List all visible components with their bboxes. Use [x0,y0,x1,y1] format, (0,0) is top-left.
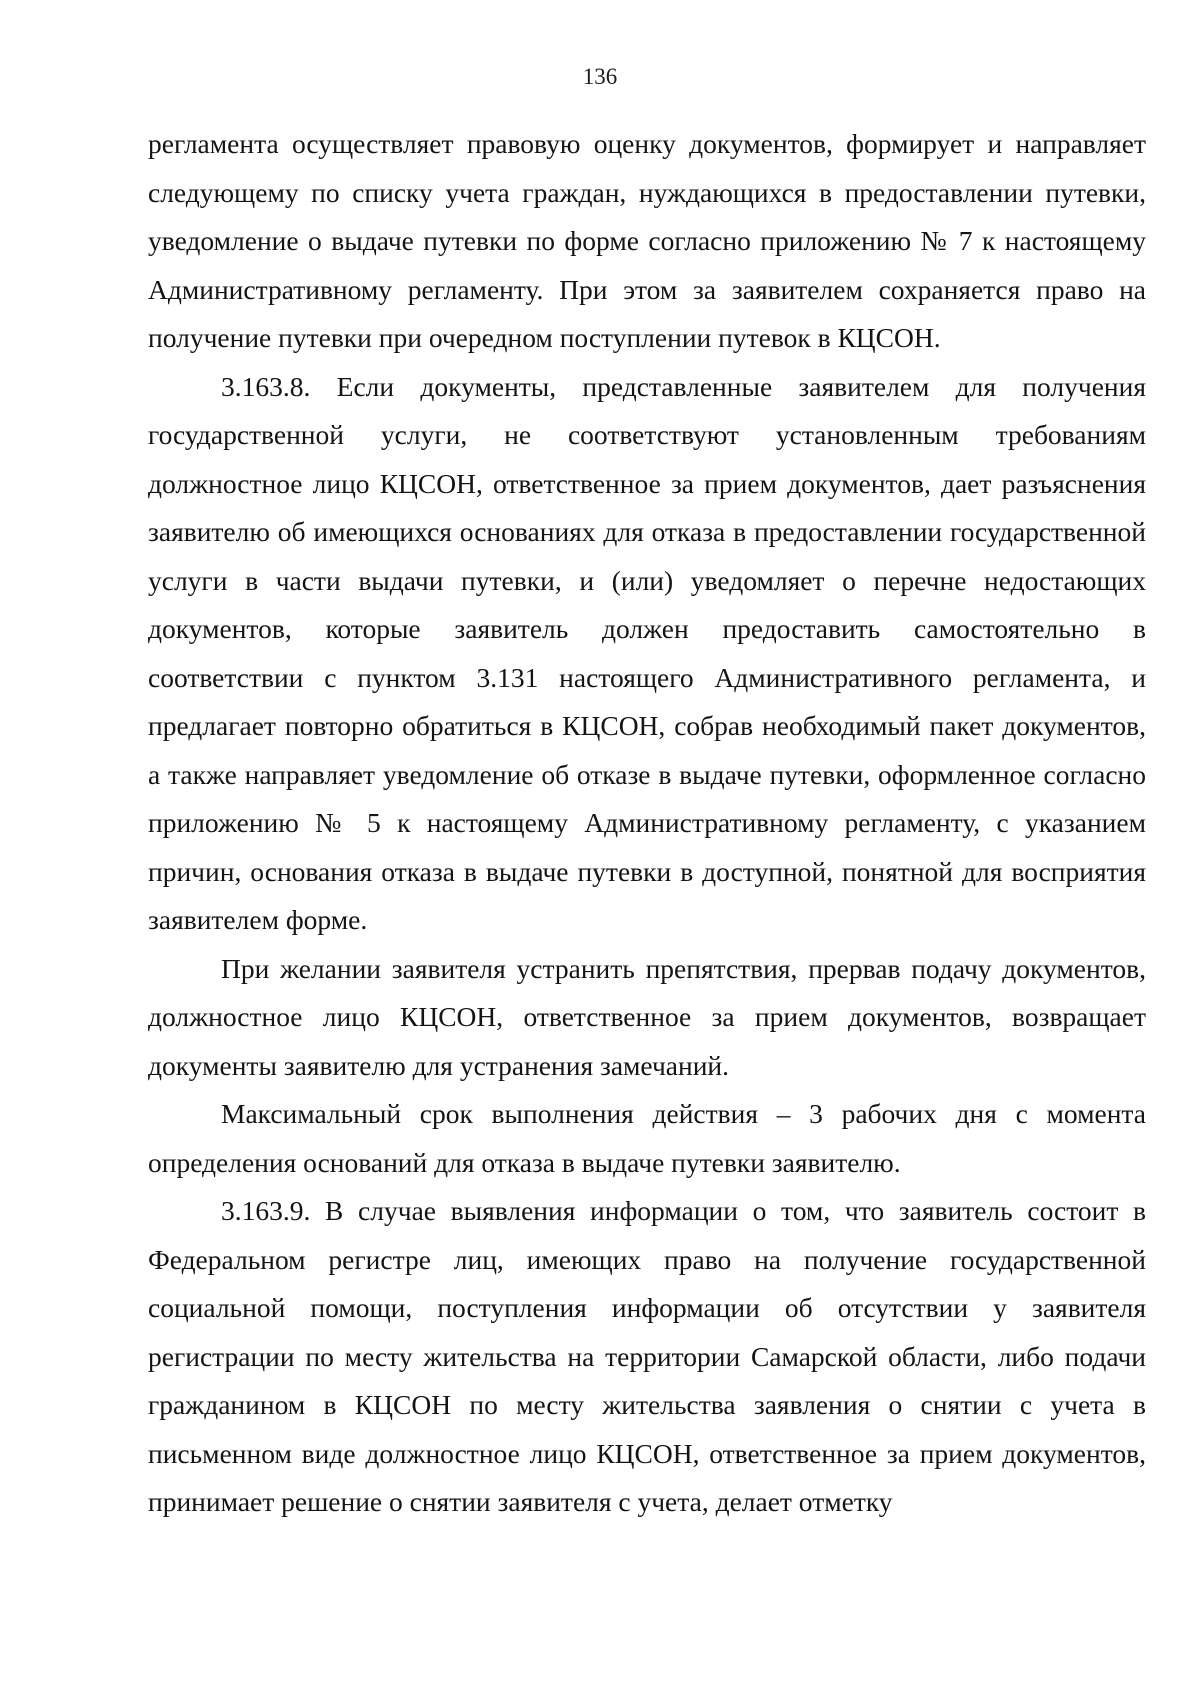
page-number: 136 [582,64,618,89]
document-body [148,120,1146,1527]
paragraph-3-163-9: 3.163.9. В случае выявления информации о том, что заявитель состоит в Федеральном регистре лиц, имеющих право на получение государственной социальной помощи, поступления информации об отсутствии у заявителя регистрации по месту жительства на территории Самарской области, либо подачи гражданином в КЦСОН по месту жительства заявления о снятии с учета в письменном виде должностное лицо КЦСОН, ответственное за прием документов, принимает решение о снятии заявителя с учета, делает отметку [148,1195,1146,1517]
paragraph-continuation: регламента осуществляет правовую оценку документов, формирует и направляет следующему по списку учета граждан, нуждающихся в предоставлении путевки, уведомление о выдаче путевки по форме согласно приложению № 7 к настоящему Административному регламенту. При этом за заявителем сохраняется право на получение путевки при очередном поступлении путевок в КЦСОН. [148,128,1146,353]
paragraph-return-documents: При желании заявителя устранить препятствия, прервав подачу документов, должностное лицо КЦСОН, ответственное за прием документов, возвращает документы заявителю для устранения замечаний. [148,952,1146,1081]
paragraph-3-163-8: 3.163.8. Если документы, представленные заявителем для получения государственной услуги, не соответствуют установленным требованиям должностное лицо КЦСОН, ответственное за прием документов, дает разъяснения заявителю об имеющихся основаниях для отказа в предоставлении государственной услуги в части выдачи путевки, и (или) уведомляет о перечне недостающих документов, которые заявитель должен предоставить самостоятельно в соответствии с пунктом 3.131 настоящего Административного регламента, и предлагает повторно обратиться в КЦСОН, собрав необходимый пакет документов, а также направляет уведомление об отказе в выдаче путевки, оформленное согласно приложению № 5 к настоящему Административному регламенту, с указанием причин, основания отказа в выдаче путевки в доступной, понятной для восприятия заявителем форме. [148,370,1146,935]
paragraph-max-term: Максимальный срок выполнения действия – 3 рабочих дня с момента определения оснований для отказа в выдаче путевки заявителю. [148,1098,1146,1178]
